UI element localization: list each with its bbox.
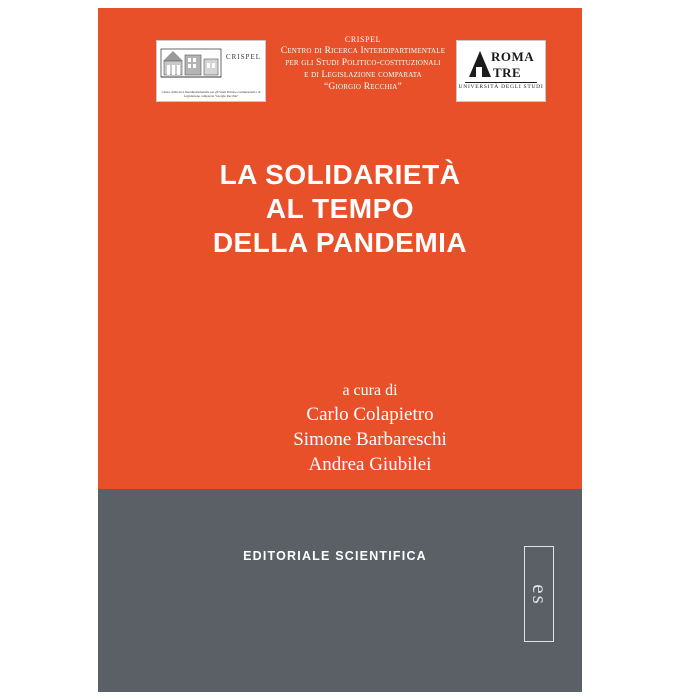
crispel-wordmark: CRISPEL bbox=[225, 53, 261, 61]
logos-row bbox=[98, 34, 582, 110]
title-line-1: LA SOLIDARIETÀ bbox=[219, 159, 461, 190]
publisher-name: EDITORIALE SCIENTIFICA bbox=[243, 549, 427, 563]
book-title bbox=[98, 158, 582, 260]
crispel-building-icon bbox=[159, 43, 263, 83]
crispel-caption: Centro di Ricerca Interdipartimentale per gli Studi Politico-costituzionali e di Legislazione comparata "Giorgio Recchia" bbox=[161, 89, 261, 99]
book-cover bbox=[98, 8, 582, 692]
title-line-3: DELLA PANDEMIA bbox=[212, 227, 468, 258]
roma-tre-triangle-notch bbox=[476, 67, 482, 77]
publisher-logo bbox=[524, 546, 554, 642]
editor-name-2: Simone Barbareschi bbox=[293, 429, 447, 450]
publisher-logo-text: es bbox=[528, 584, 552, 606]
title-line-2: AL TEMPO bbox=[265, 193, 415, 224]
crispel-title-line: CRISPEL bbox=[344, 35, 382, 44]
crispel-subtitle-line-3: e di Legislazione comparata bbox=[304, 70, 422, 80]
crispel-subtitle-line-4: “Giorgio Recchia” bbox=[324, 82, 402, 92]
crispel-subtitle-line-1: Centro di Ricerca Interdipartimentale bbox=[280, 46, 446, 56]
roma-tre-logo bbox=[456, 40, 546, 102]
roma-tre-divider bbox=[465, 82, 537, 83]
editor-name-3: Andrea Giubilei bbox=[308, 454, 432, 475]
crispel-text-block bbox=[274, 34, 452, 93]
roma-tre-subtitle: UNIVERSITÀ DEGLI STUDI bbox=[458, 84, 544, 90]
crispel-subtitle-line-2: per gli Studi Politico-costituzionali bbox=[285, 58, 441, 68]
editors-prefix: a cura di bbox=[342, 382, 398, 399]
roma-tre-roma-text: ROMA bbox=[491, 49, 535, 64]
roma-tre-tre-text: TRE bbox=[493, 65, 522, 80]
editor-name-1: Carlo Colapietro bbox=[306, 404, 434, 425]
crispel-logo bbox=[156, 40, 266, 102]
editors-block bbox=[98, 380, 582, 477]
crispel-logo-graphic bbox=[159, 43, 263, 83]
